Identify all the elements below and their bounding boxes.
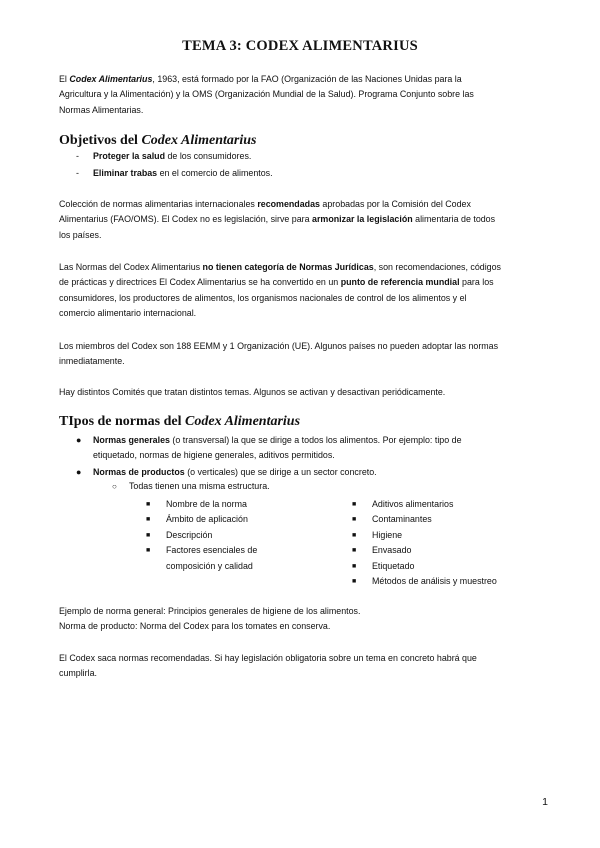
heading-italic-text: Codex Alimentarius bbox=[185, 414, 301, 429]
norm-type-text bbox=[93, 433, 462, 464]
list-item-text: Factores esenciales de bbox=[166, 545, 258, 556]
intro-paragraph bbox=[59, 72, 549, 118]
text-run: Colección de normas alimentarias internacionales bbox=[59, 199, 258, 209]
bold-run: no tienen categoría de Normas Jurídicas bbox=[202, 262, 374, 272]
page-title: TEMA 3: CODEX ALIMENTARIUS bbox=[182, 38, 418, 54]
bullet-marker: ● bbox=[76, 467, 82, 477]
text-run: (o verticales) que se dirige a un sector concreto. bbox=[184, 467, 377, 477]
list-item bbox=[352, 543, 497, 558]
heading-text: Objetivos del bbox=[59, 133, 142, 148]
list-item-text: Envasado bbox=[372, 545, 412, 556]
square-marker: ■ bbox=[352, 531, 357, 539]
text-line bbox=[93, 433, 462, 448]
intro-text: El bbox=[59, 74, 70, 84]
text-line bbox=[59, 197, 549, 212]
dash-marker: - bbox=[76, 151, 79, 161]
structure-list-left bbox=[146, 497, 257, 574]
text-run: Todas tienen una misma estructura. bbox=[129, 481, 270, 491]
list-item-text: Descripción bbox=[166, 529, 213, 540]
square-marker: ■ bbox=[146, 531, 151, 539]
heading-text: TIpos de normas del bbox=[59, 414, 186, 429]
objective-text: en el comercio de alimentos. bbox=[157, 168, 273, 178]
text-run: para los bbox=[459, 277, 494, 288]
circle-marker: ○ bbox=[112, 482, 117, 491]
norm-type-text bbox=[93, 465, 377, 480]
committees-paragraph bbox=[59, 385, 549, 400]
objective-bold: Proteger la salud bbox=[93, 151, 166, 161]
examples-paragraph bbox=[59, 604, 549, 635]
section-heading-objectives bbox=[59, 133, 256, 149]
objective-item bbox=[76, 151, 251, 161]
text-run: Alimentarius (FAO/OMS). El Codex no es legislación, sirve para bbox=[59, 214, 313, 225]
intro-line-1 bbox=[59, 72, 549, 87]
text-line: Hay distintos Comités que tratan distintos temas. Algunos se activan y desactivan periódicamente. bbox=[59, 387, 446, 397]
text-run: (o transversal) la que se dirige a todos los alimentos. Por ejemplo: tipo de bbox=[169, 435, 462, 445]
square-marker: ■ bbox=[146, 501, 151, 508]
members-paragraph bbox=[59, 339, 549, 370]
text-line: cumplirla. bbox=[59, 668, 97, 679]
structure-sub-item bbox=[112, 481, 270, 491]
intro-text: , 1963, está formado por la FAO (Organización de las Naciones Unidas para la bbox=[152, 74, 462, 84]
text-line: etiquetado, normas de higiene generales, aditivos permitidos. bbox=[93, 450, 335, 461]
bold-run: punto de referencia mundial bbox=[340, 277, 460, 288]
list-item bbox=[352, 574, 497, 589]
norm-type-item bbox=[76, 433, 548, 465]
intro-line-3: Normas Alimentarias. bbox=[59, 104, 144, 115]
list-item-text: Métodos de análisis y muestreo bbox=[372, 576, 497, 587]
bold-run: Normas de productos bbox=[93, 467, 185, 477]
list-item bbox=[146, 543, 257, 558]
text-line: consumidores, los productores de alimentos, los organismos nacionales de control de los alimentos y el bbox=[59, 292, 467, 303]
list-item-text: Contaminantes bbox=[372, 514, 432, 525]
square-marker: ■ bbox=[352, 516, 357, 524]
objective-item bbox=[76, 168, 273, 178]
list-item bbox=[352, 559, 497, 574]
heading-italic-text: Codex Alimentarius bbox=[141, 133, 257, 148]
list-item-text: Higiene bbox=[372, 529, 403, 540]
text-line bbox=[93, 465, 377, 480]
text-run: alimentaria de todos bbox=[412, 214, 496, 225]
list-item bbox=[352, 512, 497, 527]
list-item-continuation bbox=[146, 559, 257, 574]
text-line bbox=[59, 212, 549, 227]
normas-paragraph bbox=[59, 260, 549, 322]
text-run: de prácticas y directrices El Codex Alimentarius se ha convertido en un bbox=[59, 277, 341, 288]
list-item bbox=[146, 512, 257, 527]
list-item bbox=[146, 528, 257, 543]
text-line bbox=[59, 260, 549, 275]
text-line: Los miembros del Codex son 188 EEMM y 1 Organización (UE). Algunos países no pueden adoptar las normas bbox=[59, 341, 499, 351]
text-run: aprobadas por la Comisión del Codex bbox=[319, 199, 471, 209]
bullet-marker: ● bbox=[76, 435, 82, 445]
list-item bbox=[352, 497, 497, 512]
list-item-text: Aditivos alimentarios bbox=[372, 499, 454, 509]
objective-bold: Eliminar trabas bbox=[93, 168, 158, 178]
text-run: Las Normas del Codex Alimentarius bbox=[59, 262, 203, 272]
text-line: inmediatamente. bbox=[59, 356, 125, 367]
objective-text: de los consumidores. bbox=[165, 151, 252, 161]
intro-line-2: Agricultura y la Alimentación) y la OMS (Organización Mundial de la Salud). Programa Conjunto sobre las bbox=[59, 89, 474, 100]
text-line bbox=[59, 275, 549, 290]
square-marker: ■ bbox=[352, 547, 357, 555]
list-item bbox=[146, 497, 257, 512]
section-heading-types bbox=[59, 414, 300, 430]
square-marker: ■ bbox=[352, 578, 357, 586]
square-marker: ■ bbox=[146, 547, 151, 555]
bold-run: armonizar la legislación bbox=[312, 214, 413, 225]
list-item-text: Ámbito de aplicación bbox=[166, 514, 248, 525]
list-item bbox=[352, 528, 497, 543]
text-line: comercio alimentario internacional. bbox=[59, 308, 197, 319]
collection-paragraph bbox=[59, 197, 549, 243]
square-marker: ■ bbox=[352, 501, 357, 508]
dash-marker: - bbox=[76, 168, 79, 178]
text-line: los países. bbox=[59, 229, 102, 240]
list-item-text: Nombre de la norma bbox=[166, 499, 247, 509]
text-line: Ejemplo de norma general: Principios generales de higiene de los alimentos. bbox=[59, 606, 361, 616]
square-marker: ■ bbox=[352, 562, 357, 570]
page-number: 1 bbox=[542, 796, 548, 808]
square-marker: ■ bbox=[146, 516, 151, 524]
text-line: Norma de producto: Norma del Codex para los tomates en conserva. bbox=[59, 621, 331, 632]
structure-list-right bbox=[352, 497, 497, 589]
text-run: , son recomendaciones, códigos bbox=[373, 262, 501, 272]
codex-term: Codex Alimentarius bbox=[69, 74, 153, 84]
bold-run: recomendadas bbox=[257, 199, 320, 209]
text-line: El Codex saca normas recomendadas. Si hay legislación obligatoria sobre un tema en concreto habrá que bbox=[59, 653, 477, 663]
list-item-text: Etiquetado bbox=[372, 560, 415, 571]
list-item-text: composición y calidad bbox=[166, 560, 253, 571]
closing-paragraph bbox=[59, 651, 549, 682]
bold-run: Normas generales bbox=[93, 435, 170, 445]
norm-type-item bbox=[76, 465, 548, 481]
